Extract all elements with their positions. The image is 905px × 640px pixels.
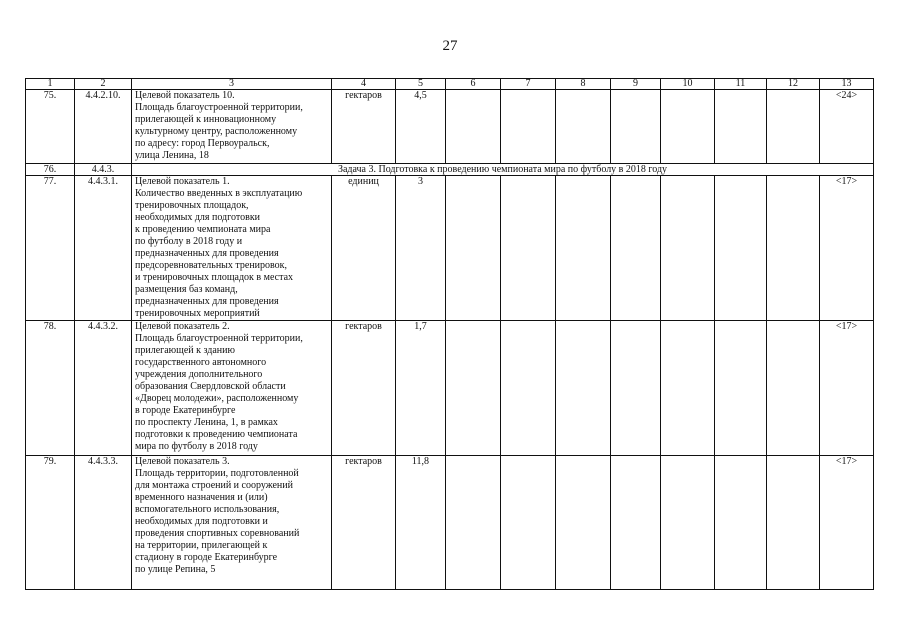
empty-cell: [715, 176, 767, 321]
description-line: стадиону в городе Екатеринбурге: [135, 552, 278, 563]
row-reference: <17>: [820, 321, 874, 456]
description-line: и тренировочных площадок в местах: [135, 272, 294, 283]
header-cell: 7: [501, 79, 556, 90]
description-line: предсоревновательных тренировок,: [135, 260, 288, 271]
description-line: на территории, прилегающей к: [135, 540, 268, 551]
description-line: культурному центру, расположенному: [135, 126, 298, 137]
description-line: необходимых для подготовки и: [135, 516, 268, 527]
row-value: 1,7: [396, 321, 446, 456]
empty-cell: [501, 176, 556, 321]
description-line: «Дворец молодежи», расположенному: [135, 393, 299, 404]
empty-cell: [556, 456, 611, 590]
header-cell: 13: [820, 79, 874, 90]
description-line: по улице Репина, 5: [135, 564, 216, 575]
indicators-table: [25, 78, 874, 590]
header-cell: 12: [767, 79, 820, 90]
row-unit: гектаров: [332, 321, 396, 456]
table-row: [26, 456, 874, 590]
empty-cell: [767, 176, 820, 321]
row-number: 79.: [26, 456, 75, 590]
header-cell: 10: [661, 79, 715, 90]
empty-cell: [661, 456, 715, 590]
empty-cell: [501, 90, 556, 164]
row-reference: <24>: [820, 90, 874, 164]
row-reference: <17>: [820, 456, 874, 590]
row-code: 4.4.2.10.: [75, 90, 132, 164]
description-line: учреждения дополнительного: [135, 369, 263, 380]
empty-cell: [661, 176, 715, 321]
row-code: 4.4.3.3.: [75, 456, 132, 590]
description-line: прилегающей к инновационному: [135, 114, 277, 125]
empty-cell: [446, 456, 501, 590]
row-code: 4.4.3.2.: [75, 321, 132, 456]
empty-cell: [446, 176, 501, 321]
row-description: [132, 456, 332, 590]
table-row: [26, 176, 874, 321]
empty-cell: [767, 321, 820, 456]
description-line: Целевой показатель 2.: [135, 321, 230, 332]
row-code: 4.4.3.: [75, 164, 132, 176]
table-row: [26, 90, 874, 164]
table-row: [26, 321, 874, 456]
empty-cell: [611, 456, 661, 590]
empty-cell: [661, 90, 715, 164]
description-line: к проведению чемпионата мира: [135, 224, 271, 235]
header-cell: 2: [75, 79, 132, 90]
row-value: 4,5: [396, 90, 446, 164]
description-line: по футболу в 2018 году и: [135, 236, 243, 247]
row-value: 11,8: [396, 456, 446, 590]
empty-cell: [556, 176, 611, 321]
empty-cell: [661, 321, 715, 456]
header-cell: 11: [715, 79, 767, 90]
empty-cell: [446, 321, 501, 456]
empty-cell: [767, 456, 820, 590]
empty-cell: [611, 321, 661, 456]
task-row: [26, 164, 874, 176]
empty-cell: [715, 321, 767, 456]
description-line: Площадь благоустроенной территории,: [135, 102, 303, 113]
description-line: по адресу: город Первоуральск,: [135, 138, 270, 149]
description-line: Площадь территории, подготовленной: [135, 468, 299, 479]
empty-cell: [446, 90, 501, 164]
header-cell: 6: [446, 79, 501, 90]
row-number: 75.: [26, 90, 75, 164]
header-cell: 3: [132, 79, 332, 90]
description-line: временного назначения и (или): [135, 492, 268, 503]
row-unit: гектаров: [332, 456, 396, 590]
description-line: образования Свердловской области: [135, 381, 286, 392]
empty-cell: [715, 456, 767, 590]
row-number: 77.: [26, 176, 75, 321]
header-cell: 5: [396, 79, 446, 90]
description-line: в городе Екатеринбурге: [135, 405, 236, 416]
description-line: государственного автономного: [135, 357, 267, 368]
header-cell: 4: [332, 79, 396, 90]
row-description: [132, 176, 332, 321]
description-line: вспомогательного использования,: [135, 504, 280, 515]
header-cell: 8: [556, 79, 611, 90]
description-line: необходимых для подготовки: [135, 212, 261, 223]
description-line: по проспекту Ленина, 1, в рамках: [135, 417, 278, 428]
description-line: предназначенных для проведения: [135, 248, 279, 259]
row-number: 78.: [26, 321, 75, 456]
description-line: улица Ленина, 18: [135, 150, 209, 161]
task-title: Задача 3. Подготовка к проведению чемпионата мира по футболу в 2018 году: [132, 164, 874, 176]
description-line: проведения спортивных соревнований: [135, 528, 300, 539]
row-number: 76.: [26, 164, 75, 176]
description-line: для монтажа строений и сооружений: [135, 480, 293, 491]
description-line: тренировочных площадок,: [135, 200, 249, 211]
header-cell: 9: [611, 79, 661, 90]
empty-cell: [715, 90, 767, 164]
row-unit: единиц: [332, 176, 396, 321]
row-description: [132, 90, 332, 164]
description-line: Целевой показатель 10.: [135, 90, 235, 101]
empty-cell: [611, 90, 661, 164]
description-line: мира по футболу в 2018 году: [135, 441, 258, 452]
empty-cell: [611, 176, 661, 321]
description-line: предназначенных для проведения: [135, 296, 279, 307]
empty-cell: [556, 90, 611, 164]
empty-cell: [501, 321, 556, 456]
empty-cell: [501, 456, 556, 590]
row-description: [132, 321, 332, 456]
header-cell: 1: [26, 79, 75, 90]
row-unit: гектаров: [332, 90, 396, 164]
description-line: Количество введенных в эксплуатацию: [135, 188, 303, 199]
description-line: подготовки к проведению чемпионата: [135, 429, 298, 440]
description-line: Целевой показатель 1.: [135, 176, 230, 187]
description-line: Площадь благоустроенной территории,: [135, 333, 303, 344]
row-code: 4.4.3.1.: [75, 176, 132, 321]
page-number: 27: [442, 38, 458, 54]
empty-cell: [767, 90, 820, 164]
description-line: тренировочных мероприятий: [135, 308, 260, 319]
empty-cell: [556, 321, 611, 456]
description-line: Целевой показатель 3.: [135, 456, 230, 467]
description-line: прилегающей к зданию: [135, 345, 235, 356]
row-reference: <17>: [820, 176, 874, 321]
description-line: размещения баз команд,: [135, 284, 238, 295]
column-number-header-row: [26, 79, 874, 90]
row-value: 3: [396, 176, 446, 321]
